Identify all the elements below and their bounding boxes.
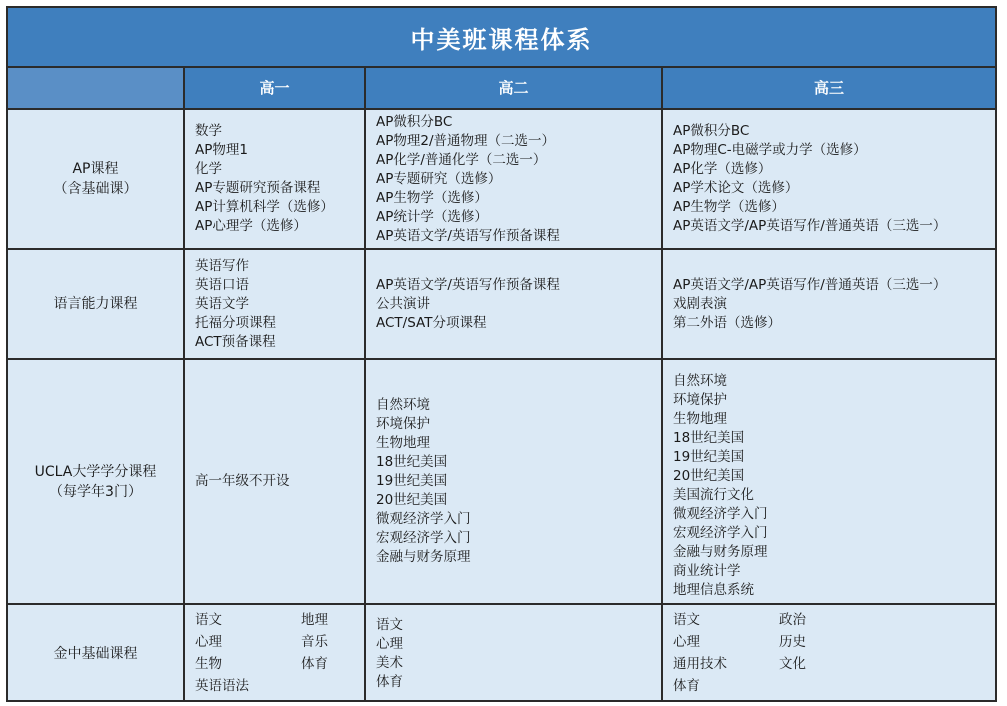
cell-ap-grade-3 [663,110,995,250]
course-item: AP微积分BC [376,113,453,130]
course-item: 金融与财务原理 [376,549,471,565]
curriculum-table [6,6,997,702]
cell-ucla-grade-2 [366,360,663,605]
course-item: 戏剧表演 [673,295,727,312]
course-item: 18世纪美国 [376,454,448,470]
course-item: 生物地理 [673,411,727,427]
course-item: 体育 [376,673,403,690]
row-label-line: （每学年3门） [49,483,142,500]
table-title: 中美班课程体系 [8,8,995,68]
course-item: 环境保护 [673,392,727,408]
course-item: 环境保护 [376,416,430,432]
course-item [779,677,806,696]
course-item: ACT预备课程 [195,333,276,350]
course-item: 微观经济学入门 [376,511,471,527]
course-item: 宏观经济学入门 [376,530,471,546]
row-label-line: （含基础课） [53,181,138,197]
course-item: 数学 [195,123,222,139]
course-item: 微观经济学入门 [673,506,768,522]
row-label-line: 语言能力课程 [53,296,138,312]
course-item: 语文 [195,612,222,628]
course-item: 自然环境 [376,397,430,413]
course-item: AP物理2/普通物理（二选一） [376,132,556,149]
course-item: 政治 [779,612,806,628]
header-grade-1: 高一 [185,68,366,110]
course-item: AP计算机科学（选修） [195,199,334,215]
course-item: 金融与财务原理 [673,544,768,560]
course-item: 心理 [673,634,700,650]
course-item: 语文 [673,612,700,628]
course-item: AP统计学（选修） [376,208,488,225]
course-item: 20世纪美国 [673,468,745,484]
cell-ucla-grade-3 [663,360,995,605]
cell-ucla-grade-1: 高一年级不开设 [185,360,366,605]
course-item [301,677,328,696]
course-item: 第二外语（选修） [673,314,781,331]
curriculum-grid [8,68,995,702]
course-item: 地理信息系统 [673,582,754,598]
course-item: AP英语文学/AP英语写作/普通英语（三选一） [673,276,947,293]
course-item: AP微积分BC [673,123,750,139]
course-item: 心理 [195,634,222,650]
cell-ap-grade-1 [185,110,366,250]
course-item: 化学 [195,161,222,177]
course-item: AP专题研究预备课程 [195,180,321,196]
course-item: 通用技术 [673,656,727,672]
course-item: 19世纪美国 [673,449,745,465]
row-label-line: AP课程 [72,161,119,177]
course-item: 语文 [376,616,403,633]
row-label-language [8,250,185,360]
course-item: AP化学/普通化学（二选一） [376,151,547,168]
course-item: AP物理1 [195,142,248,158]
course-item: 体育 [673,678,700,694]
course-item: AP英语文学/AP英语写作/普通英语（三选一） [673,218,947,234]
header-grade-2: 高二 [366,68,663,110]
course-item: 英语文学 [195,295,249,312]
course-item: 19世纪美国 [376,473,448,489]
course-item: 美国流行文化 [673,487,754,503]
course-item: 文化 [779,656,806,672]
course-item: 体育 [301,656,328,672]
course-item: 地理 [301,612,328,628]
course-item: AP专题研究（选修） [376,170,502,187]
cell-language-grade-2 [366,250,663,360]
course-item: AP生物学（选修） [376,189,488,206]
course-item: 商业统计学 [673,563,741,579]
course-item: 18世纪美国 [673,430,745,446]
cell-language-grade-1 [185,250,366,360]
course-item: 美术 [376,654,403,671]
course-item: 托福分项课程 [195,314,276,331]
course-item: AP化学（选修） [673,161,772,177]
row-label-ap [8,110,185,250]
course-item: AP物理C-电磁学或力学（选修） [673,142,867,158]
course-item: AP生物学（选修） [673,199,785,215]
course-item: 心理 [376,635,403,652]
course-item: ACT/SAT分项课程 [376,314,487,331]
course-item: 英语写作 [195,257,249,274]
course-item: 自然环境 [673,373,727,389]
course-item: 20世纪美国 [376,492,448,508]
course-item: 英语语法 [195,678,249,694]
course-item: 公共演讲 [376,295,430,312]
course-item: AP心理学（选修） [195,218,307,234]
row-label-line: 金中基础课程 [53,645,138,662]
course-item: AP英语文学/英语写作预备课程 [376,227,560,244]
course-item: 宏观经济学入门 [673,525,768,541]
row-label-line: UCLA大学学分课程 [34,463,157,480]
course-item: AP英语文学/英语写作预备课程 [376,276,560,293]
course-item: 英语口语 [195,276,249,293]
cell-basic-grade-1 [185,605,366,702]
row-label-ucla [8,360,185,605]
course-item: AP学术论文（选修） [673,180,799,196]
course-item: 音乐 [301,634,328,650]
course-item: 生物 [195,656,222,672]
header-grade-3: 高三 [663,68,995,110]
row-label-basic [8,605,185,702]
course-item: 生物地理 [376,435,430,451]
header-corner [8,68,185,110]
cell-language-grade-3 [663,250,995,360]
course-item: 历史 [779,634,806,650]
cell-basic-grade-3 [663,605,995,702]
cell-basic-grade-2 [366,605,663,702]
cell-ap-grade-2 [366,110,663,250]
